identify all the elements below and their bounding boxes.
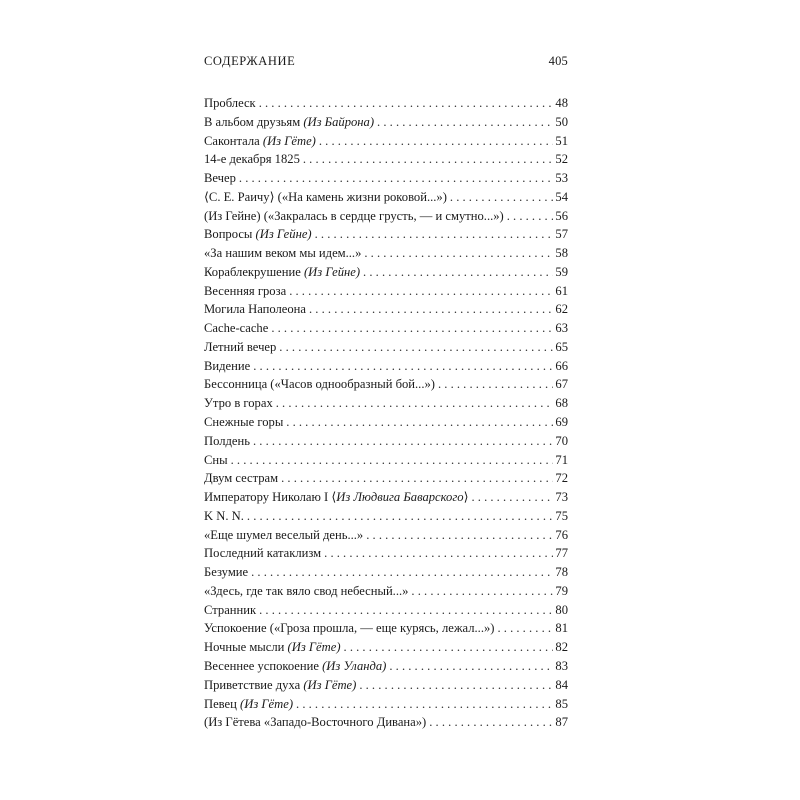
toc-entry-text: Последний катаклизм [204,546,322,561]
toc-entry-page: 80 [555,602,568,617]
toc-entry-page: 73 [555,490,568,505]
toc-entry-page: 57 [555,227,568,242]
toc-entry [204,113,568,132]
toc-entry-text: Сны [204,452,228,467]
dot-leader [377,113,553,132]
toc-entry-title [204,451,231,470]
toc-entry-source: (Из Гёте) [287,640,341,655]
toc-entry-page: 58 [555,246,568,261]
toc-entry-page: 84 [555,677,568,692]
toc-entry-text: (Из Гейне) («Закралась в сердце грусть, — и смутно...») [204,208,504,223]
toc-entry-text: Императору Николаю I ⟨ [204,490,337,505]
toc-entry [204,544,568,563]
dot-leader [247,507,554,526]
dot-leader [296,695,553,714]
dot-leader [271,319,553,338]
dot-leader [259,94,554,113]
dot-leader [438,375,553,394]
toc-entry-page: 77 [555,546,568,561]
toc-entry-title [204,413,286,432]
toc-entry-title [204,225,315,244]
toc-entry [204,619,568,638]
toc-entry-page: 78 [555,565,568,580]
toc-entry-title [204,132,319,151]
running-head [204,54,568,74]
toc-entry-text: Двум сестрам [204,471,279,486]
toc-entry-page: 71 [555,452,568,467]
toc-entry [204,394,568,413]
dot-leader [253,432,553,451]
dot-leader [231,451,554,470]
toc-entry-title [204,488,471,507]
toc-entry-title [204,695,296,714]
table-of-contents [204,94,568,732]
toc-entry-page: 61 [555,283,568,298]
toc-entry-text: Приветствие духа [204,677,304,692]
toc-entry-page: 63 [555,321,568,336]
dot-leader [389,657,553,676]
toc-entry-page: 70 [555,433,568,448]
toc-entry [204,469,568,488]
toc-entry [204,638,568,657]
toc-entry-text: K N. N. [204,508,244,523]
section-title: СОДЕРЖАНИЕ [204,54,296,68]
toc-entry-page: 59 [555,264,568,279]
toc-entry-title [204,300,309,319]
toc-entry-title [204,544,324,563]
toc-entry-page: 51 [555,133,568,148]
dot-leader [497,619,553,638]
toc-entry [204,319,568,338]
toc-entry-title [204,375,438,394]
toc-entry-text: В альбом друзьям [204,114,304,129]
toc-entry-page: 76 [555,527,568,542]
toc-entry-page: 83 [555,658,568,673]
toc-entry-text: Утро в горах [204,396,273,411]
toc-entry [204,188,568,207]
toc-entry [204,300,568,319]
toc-entry-title [204,244,364,263]
toc-entry-source: (Из Уланда) [322,658,387,673]
toc-entry [204,488,568,507]
toc-entry-title [204,357,253,376]
toc-entry-title [204,150,303,169]
toc-entry-title [204,338,279,357]
toc-entry-text: Саконтала [204,133,263,148]
toc-entry-title [204,526,366,545]
dot-leader [239,169,554,188]
toc-entry [204,451,568,470]
toc-entry-text: Бессонница («Часов однообразный бой...») [204,377,435,392]
dot-leader [319,132,554,151]
toc-entry-text: Вечер [204,171,236,186]
toc-entry-page: 50 [555,114,568,129]
toc-entry-page: 66 [555,358,568,373]
toc-entry [204,150,568,169]
toc-entry-page: 85 [555,696,568,711]
toc-entry-title [204,657,389,676]
toc-entry-text: Летний вечер [204,339,277,354]
dot-leader [363,263,553,282]
toc-entry-page: 69 [555,415,568,430]
toc-entry-page: 54 [555,189,568,204]
toc-entry [204,676,568,695]
toc-entry-title [204,282,289,301]
toc-entry-text: Полдень [204,433,250,448]
toc-entry-title [204,582,411,601]
toc-entry-source: (Из Гейне) [255,227,312,242]
toc-entry [204,601,568,620]
toc-entry-text: Успокоение («Гроза прошла, — еще курясь, лежал...») [204,621,495,636]
dot-leader [344,638,554,657]
toc-entry-text: Могила Наполеона [204,302,306,317]
toc-entry-title [204,563,251,582]
toc-entry-page: 67 [555,377,568,392]
toc-entry-title [204,188,450,207]
toc-entry [204,357,568,376]
toc-entry-page: 79 [555,583,568,598]
toc-entry-text: ⟩ [463,490,469,505]
toc-entry [204,695,568,714]
toc-entry-text: Весеннее успокоение [204,658,323,673]
dot-leader [315,225,554,244]
dot-leader [276,394,554,413]
toc-entry-title [204,619,497,638]
toc-entry-title [204,394,276,413]
toc-entry [204,244,568,263]
toc-entry [204,207,568,226]
book-page [204,54,568,730]
dot-leader [324,544,553,563]
toc-entry-text: Безумие [204,565,249,580]
toc-entry [204,338,568,357]
toc-entry-text: 14-е декабря 1825 [204,152,300,167]
toc-entry [204,413,568,432]
toc-entry-source: Из Людвига Баварского [336,490,464,505]
dot-leader [289,282,553,301]
toc-entry [204,563,568,582]
toc-entry-title [204,113,377,132]
toc-entry-source: (Из Гёте) [262,133,316,148]
dot-leader [303,150,554,169]
toc-entry-source: (Из Байрона) [303,114,375,129]
dot-leader [309,300,553,319]
toc-entry-text: Странник [204,602,257,617]
toc-entry [204,94,568,113]
toc-entry-title [204,676,359,695]
toc-entry-page: 68 [555,396,568,411]
dot-leader [366,526,553,545]
toc-entry-source: (Из Гейне) [303,264,361,279]
toc-entry-title [204,207,507,226]
dot-leader [281,469,553,488]
dot-leader [259,601,553,620]
toc-entry-page: 72 [555,471,568,486]
dot-leader [450,188,554,207]
toc-entry-text: «Здесь, где так вяло свод небесный...» [204,583,409,598]
toc-entry [204,375,568,394]
toc-entry-page: 62 [555,302,568,317]
toc-entry-title [204,601,259,620]
toc-entry [204,225,568,244]
toc-entry-text: Кораблекрушение [204,264,304,279]
toc-entry [204,657,568,676]
toc-entry [204,282,568,301]
dot-leader [286,413,553,432]
toc-entry [204,582,568,601]
toc-entry-title [204,713,429,732]
toc-entry-page: 81 [555,621,568,636]
toc-entry-title [204,169,239,188]
toc-entry [204,432,568,451]
dot-leader [507,207,554,226]
dot-leader [251,563,553,582]
dot-leader [359,676,553,695]
dot-leader [471,488,553,507]
toc-entry-source: (Из Гёте) [303,677,357,692]
toc-entry-title [204,507,247,526]
dot-leader [411,582,553,601]
toc-entry-text: Cache-cache [204,321,269,336]
toc-entry [204,507,568,526]
toc-entry-text: «Еще шумел веселый день...» [204,527,364,542]
toc-entry-title [204,638,344,657]
toc-entry-text: Видение [204,358,251,373]
toc-entry-page: 52 [555,152,568,167]
toc-entry [204,713,568,732]
toc-entry-page: 75 [555,508,568,523]
toc-entry-page: 53 [555,171,568,186]
dot-leader [429,713,553,732]
toc-entry-text: Певец [204,696,241,711]
toc-entry-text: Вопросы [204,227,256,242]
toc-entry-page: 56 [555,208,568,223]
toc-entry-text: Снежные горы [204,415,284,430]
toc-entry-title [204,469,281,488]
toc-entry [204,169,568,188]
toc-entry-text: (Из Гётева «Западо-Восточного Дивана») [204,715,427,730]
toc-entry-page: 82 [555,640,568,655]
page-number: 405 [548,54,568,68]
dot-leader [253,357,553,376]
toc-entry-page: 65 [555,339,568,354]
toc-entry-source: (Из Гёте) [240,696,294,711]
toc-entry-text: Ночные мысли [204,640,288,655]
toc-entry [204,526,568,545]
toc-entry-text: ⟨С. Е. Раичу⟩ («На камень жизни роковой...») [204,189,447,204]
dot-leader [364,244,553,263]
toc-entry-title [204,94,259,113]
toc-entry-text: «За нашим веком мы идем...» [204,246,362,261]
toc-entry-page: 48 [555,96,568,110]
toc-entry [204,263,568,282]
toc-entry-text: Проблеск [204,96,256,110]
toc-entry-title [204,319,271,338]
toc-entry-title [204,263,363,282]
toc-entry-title [204,432,253,451]
toc-entry-text: Весенняя гроза [204,283,287,298]
toc-entry [204,132,568,151]
dot-leader [279,338,553,357]
toc-entry-page: 87 [555,715,568,730]
